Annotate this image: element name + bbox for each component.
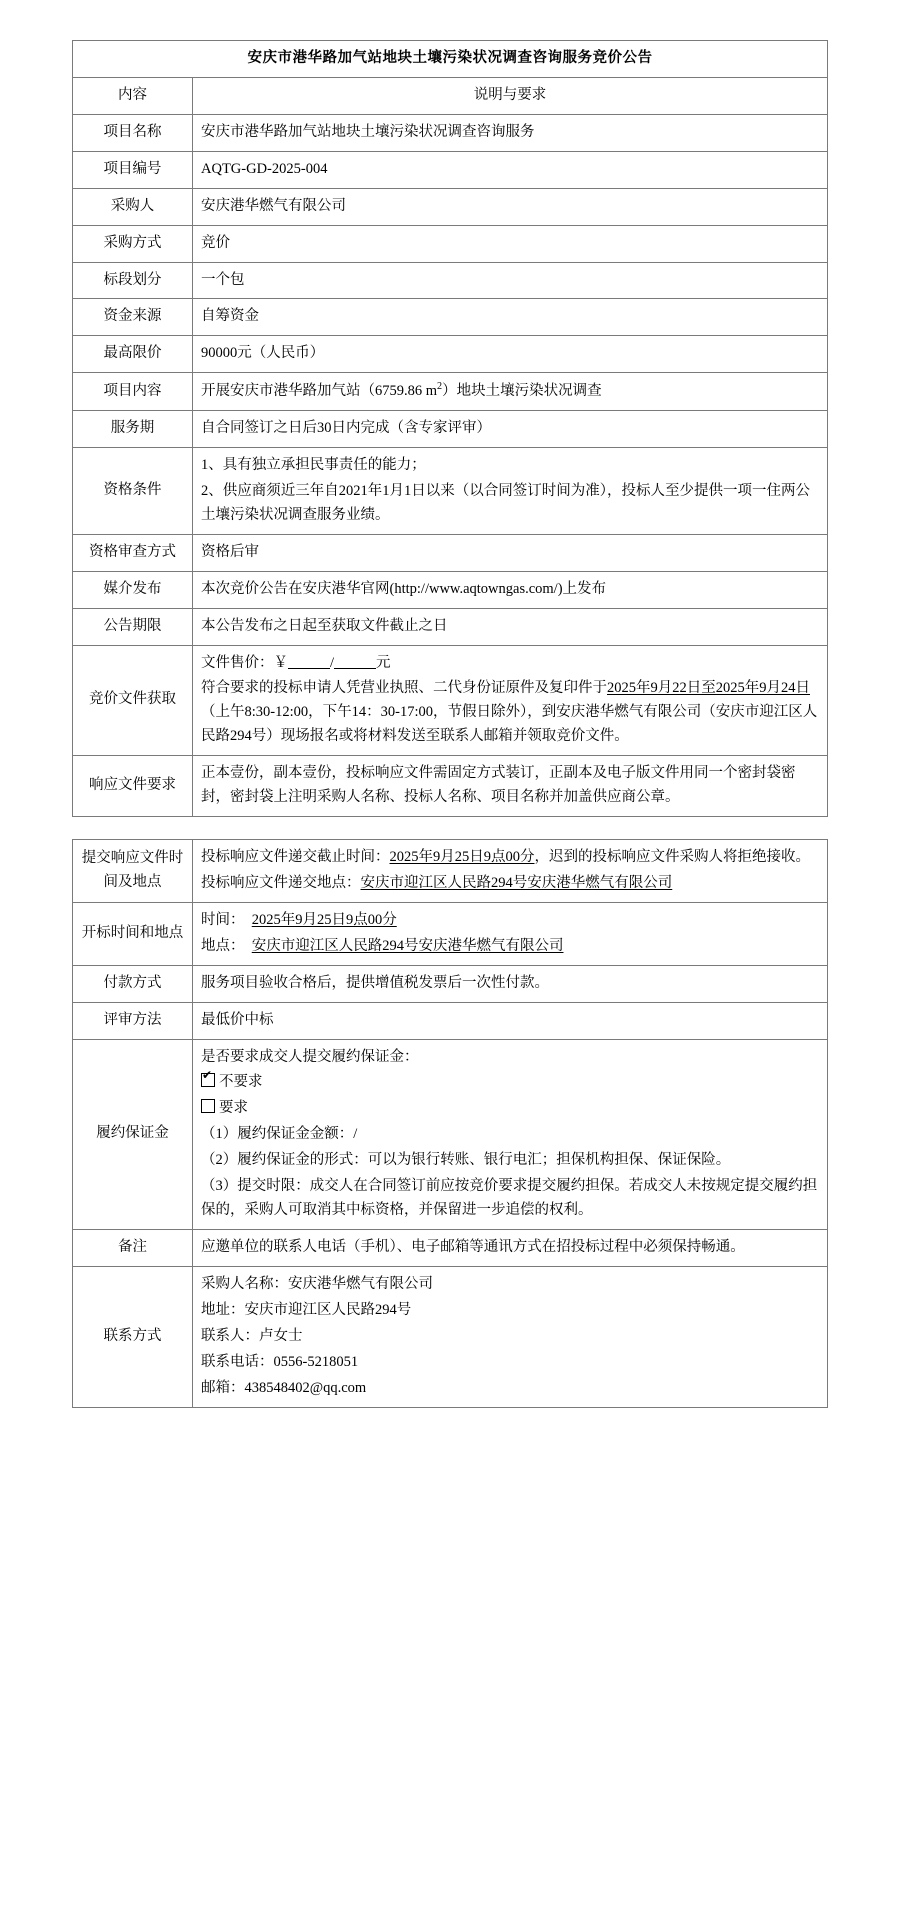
- table-row: [73, 534, 828, 571]
- submission-deadline-date: 2025年9月25日9点00分: [389, 849, 535, 866]
- row-label-performance-bond: 履约保证金: [73, 1039, 193, 1229]
- bid-opening-time-line: [201, 909, 819, 933]
- row-label-bid-opening: 开标时间和地点: [73, 902, 193, 965]
- table-row: [73, 1039, 828, 1229]
- bid-opening-place-line: [201, 935, 819, 959]
- table-row-title: [73, 41, 828, 78]
- file-body-part-1: 符合要求的投标申请人凭营业执照、二代身份证原件及复印件于: [201, 680, 607, 697]
- project-content-sup: 2: [437, 381, 443, 393]
- row-label-project-content: 项目内容: [73, 373, 193, 411]
- table-row: [73, 902, 828, 965]
- qualification-line-2: 2、供应商须近三年自2021年1月1日以来（以合同签订时间为准），投标人至少提供一项一住两公土壤污染状况调查服务业绩。: [201, 482, 810, 523]
- file-price-post: 元: [376, 654, 391, 671]
- file-acquisition-body: [201, 677, 819, 749]
- contact-purchaser-name: 采购人名称：安庆港华燃气有限公司: [201, 1275, 433, 1292]
- table-row: [73, 571, 828, 608]
- row-label-qualification-conditions: 资格条件: [73, 447, 193, 534]
- row-label-payment-method: 付款方式: [73, 965, 193, 1002]
- row-label-service-period: 服务期: [73, 411, 193, 448]
- row-label-submission-time-place: 提交响应文件时间及地点: [73, 840, 193, 903]
- submission-deadline-post: ，迟到的投标响应文件采购人将拒绝接收。: [534, 849, 810, 866]
- table-row: [73, 151, 828, 188]
- row-value-project-number: AQTG-GD-2025-004: [193, 151, 828, 188]
- performance-bond-item-1: （1）履约保证金金额：/: [201, 1126, 358, 1143]
- table-row: [73, 1002, 828, 1039]
- table-row: [73, 645, 828, 756]
- performance-bond-item-2: （2）履约保证金的形式：可以为银行转账、银行电汇；担保机构担保、保证保险。: [201, 1152, 731, 1169]
- file-body-date: 2025年9月22日至2025年9月24日: [607, 680, 810, 697]
- table-row: [73, 1266, 828, 1407]
- column-header-description: 说明与要求: [193, 77, 828, 114]
- submission-location-value: 安庆市迎江区人民路294号安庆港华燃气有限公司: [360, 874, 673, 891]
- table-row: [73, 411, 828, 448]
- row-value-qualification-review: 资格后审: [193, 534, 828, 571]
- row-value-purchase-method: 竞价: [193, 225, 828, 262]
- row-value-max-price: 90000元（人民币）: [193, 336, 828, 373]
- row-value-performance-bond: [193, 1039, 828, 1229]
- row-label-funding-source: 资金来源: [73, 299, 193, 336]
- table-row: [73, 336, 828, 373]
- table-row: [73, 373, 828, 411]
- row-label-response-file-requirements: 响应文件要求: [73, 756, 193, 817]
- file-price-pre: 文件售价：￥: [201, 654, 288, 671]
- submission-deadline-pre: 投标响应文件递交截止时间：: [201, 849, 390, 866]
- performance-bond-item-3: （3）提交时限：成交人在合同签订前应按竞价要求提交履约担保。若成交人未按规定提交履约担保的，采购人可取消其中标资格，并保留进一步追偿的权利。: [201, 1178, 818, 1219]
- row-value-purchaser: 安庆港华燃气有限公司: [193, 188, 828, 225]
- row-label-project-number: 项目编号: [73, 151, 193, 188]
- row-value-file-acquisition: [193, 645, 828, 756]
- table-row: [73, 262, 828, 299]
- page-title: 安庆市港华路加气站地块土壤污染状况调查咨询服务竞价公告: [73, 41, 828, 78]
- performance-bond-option-yes: [201, 1097, 819, 1121]
- announcement-table-top: [72, 40, 828, 817]
- table-row: [73, 188, 828, 225]
- file-price-mid: /: [330, 654, 335, 671]
- bid-opening-place-value: 安庆市迎江区人民路294号安庆港华燃气有限公司: [251, 937, 564, 954]
- table-row-header: [73, 77, 828, 114]
- table-row: [73, 756, 828, 817]
- row-value-funding-source: 自筹资金: [193, 299, 828, 336]
- row-value-remark: 应邀单位的联系人电话（手机）、电子邮箱等通讯方式在招投标过程中必须保持畅通。: [193, 1230, 828, 1267]
- row-label-qualification-review: 资格审查方式: [73, 534, 193, 571]
- submission-location-line: [201, 872, 819, 896]
- performance-bond-option-no: [201, 1071, 819, 1095]
- table-row: [73, 965, 828, 1002]
- performance-bond-question: 是否要求成交人提交履约保证金：: [201, 1048, 419, 1065]
- row-value-bid-opening: [193, 902, 828, 965]
- file-price-line: [201, 652, 819, 676]
- contact-person: 联系人：卢女士: [201, 1327, 303, 1344]
- table-row: [73, 114, 828, 151]
- row-value-contact: [193, 1266, 828, 1407]
- bid-opening-place-pre: 地点：: [201, 937, 245, 954]
- checkbox-required[interactable]: [201, 1099, 215, 1113]
- row-value-response-file-requirements: 正本壹份，副本壹份，投标响应文件需固定方式装订，正副本及电子版文件用同一个密封袋密封，密封袋上注明采购人名称、投标人名称、项目名称并加盖供应商公章。: [193, 756, 828, 817]
- row-value-evaluation-method: 最低价中标: [193, 1002, 828, 1039]
- table-separator: [72, 817, 828, 839]
- table-row: [73, 299, 828, 336]
- label-required: 要求: [219, 1100, 248, 1117]
- row-label-announcement-period: 公告期限: [73, 608, 193, 645]
- announcement-table-bottom: [72, 839, 828, 1408]
- checkbox-not-required[interactable]: [201, 1073, 215, 1087]
- row-label-lot-division: 标段划分: [73, 262, 193, 299]
- file-price-blank-2: [334, 653, 376, 669]
- table-row: [73, 447, 828, 534]
- contact-address: 地址：安庆市迎江区人民路294号: [201, 1301, 412, 1318]
- row-label-purchase-method: 采购方式: [73, 225, 193, 262]
- project-content-pre: 开展安庆市港华路加气站（6759.86 m: [201, 383, 438, 400]
- submission-location-pre: 投标响应文件递交地点：: [201, 874, 361, 891]
- row-label-max-price: 最高限价: [73, 336, 193, 373]
- table-row: [73, 840, 828, 903]
- row-label-remark: 备注: [73, 1230, 193, 1267]
- column-header-content: 内容: [73, 77, 193, 114]
- row-value-media-publication: 本次竞价公告在安庆港华官网(http://www.aqtowngas.com/)上发布: [193, 571, 828, 608]
- contact-phone: 联系电话：0556-5218051: [201, 1353, 359, 1370]
- row-value-lot-division: 一个包: [193, 262, 828, 299]
- submission-deadline-line: [201, 846, 819, 870]
- bid-opening-time-pre: 时间：: [201, 911, 245, 928]
- project-content-post: ）地块土壤污染状况调查: [442, 383, 602, 400]
- row-value-qualification-conditions: [193, 447, 828, 534]
- row-value-project-name: 安庆市港华路加气站地块土壤污染状况调查咨询服务: [193, 114, 828, 151]
- bid-opening-time-value: 2025年9月25日9点00分: [251, 911, 397, 928]
- row-value-payment-method: 服务项目验收合格后，提供增值税发票后一次性付款。: [193, 965, 828, 1002]
- row-value-service-period: 自合同签订之日后30日内完成（含专家评审）: [193, 411, 828, 448]
- row-label-file-acquisition: 竞价文件获取: [73, 645, 193, 756]
- row-label-project-name: 项目名称: [73, 114, 193, 151]
- row-value-submission-time-place: [193, 840, 828, 903]
- qualification-line-1: 1、具有独立承担民事责任的能力；: [201, 456, 426, 473]
- contact-email: 邮箱：438548402@qq.com: [201, 1379, 367, 1396]
- row-value-project-content: [193, 373, 828, 411]
- file-price-blank-1: [288, 653, 330, 669]
- row-label-contact: 联系方式: [73, 1266, 193, 1407]
- label-not-required: 不要求: [219, 1074, 263, 1091]
- table-row: [73, 608, 828, 645]
- table-row: [73, 225, 828, 262]
- file-body-part-2: （上午8:30-12:00，下午14：30-17:00，节假日除外），到安庆港华燃气有限公司（安庆市迎江区人民路294号）现场报名或将材料发送至联系人邮箱并领取竞价文件。: [201, 704, 818, 745]
- row-value-announcement-period: 本公告发布之日起至获取文件截止之日: [193, 608, 828, 645]
- row-label-media-publication: 媒介发布: [73, 571, 193, 608]
- table-row: [73, 1230, 828, 1267]
- row-label-purchaser: 采购人: [73, 188, 193, 225]
- row-label-evaluation-method: 评审方法: [73, 1002, 193, 1039]
